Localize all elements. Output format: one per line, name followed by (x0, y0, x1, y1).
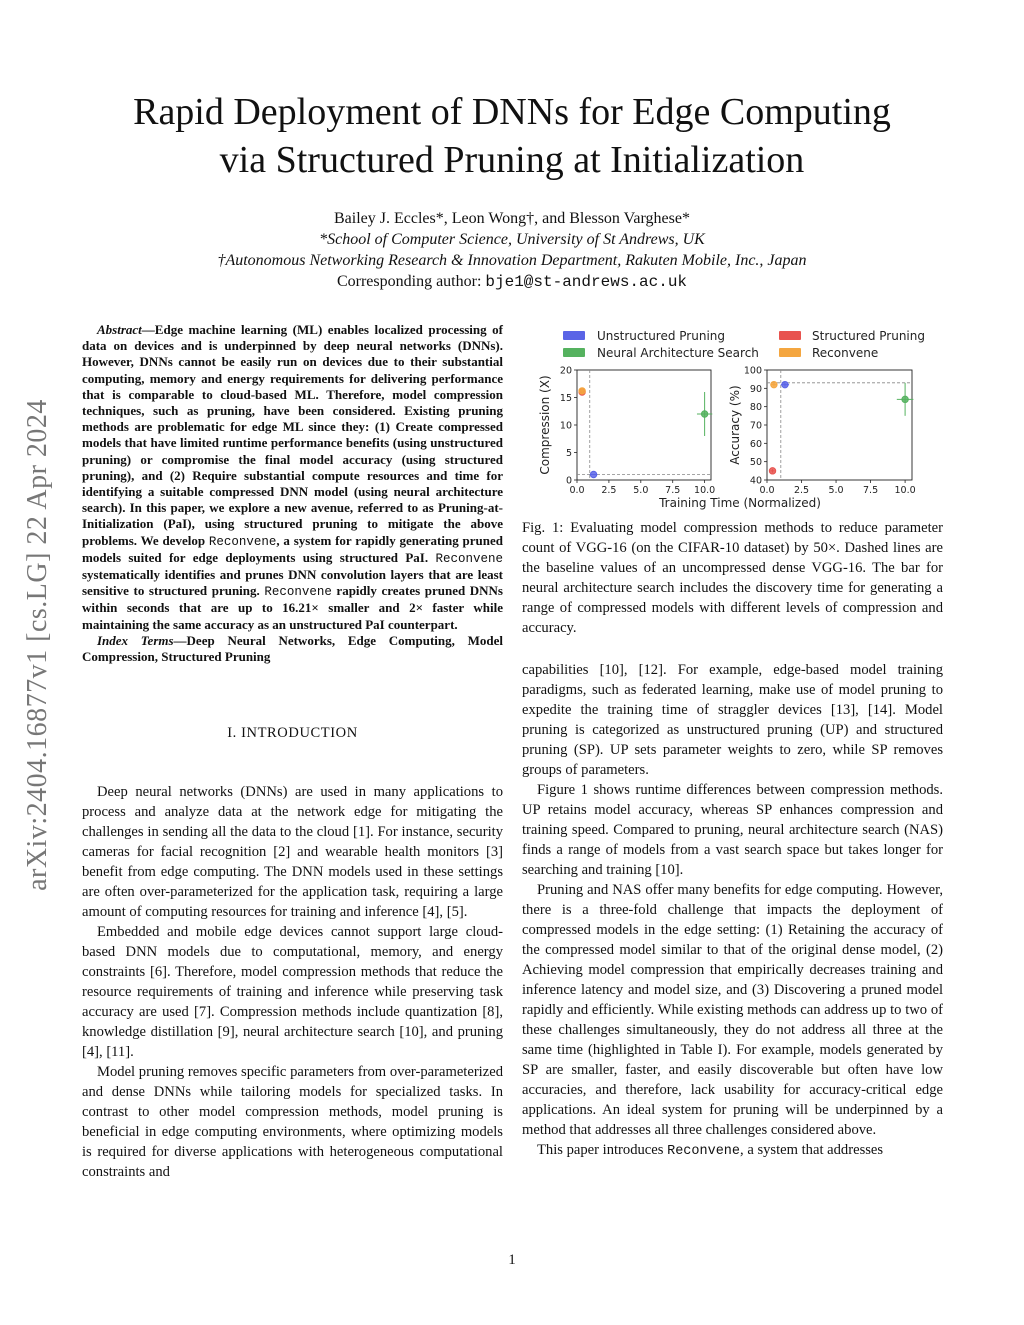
y-tick-label: 20 (559, 365, 572, 377)
x-tick-label: 0.0 (759, 485, 775, 496)
right-column-body (522, 660, 943, 1162)
system-name: Reconvene (435, 551, 503, 566)
y-tick-label: 80 (749, 402, 762, 414)
y-axis-label: Accuracy (%) (728, 385, 742, 465)
legend (563, 329, 925, 360)
y-tick-label: 60 (749, 438, 762, 450)
x-tick-label: 5.0 (633, 485, 649, 496)
x-axis-label: Training Time (Normalized) (659, 496, 821, 510)
figure-1 (535, 322, 945, 514)
y-tick-label: 100 (743, 365, 762, 377)
y-axis-label: Compression (X) (538, 375, 552, 475)
data-point (579, 388, 585, 394)
body-paragraph: Deep neural networks (DNNs) are used in many applications to process and analyze data at the network edge for mitigating the challenges in sending all the data to the cloud [1]. For instance, security cameras for facial recognition [2] and wearable health monitors [3] benefit from edge computing. The DNN models used in these settings are often over-parameterized for the application task, requiring a large amount of computing resources for training and inference [4], [5]. (82, 784, 503, 920)
affiliation-1: *School of Computer Science, University of St Andrews, UK (319, 231, 705, 248)
arxiv-id: arXiv:2404.16877v1 [cs.LG] 22 Apr 2024 (22, 399, 53, 891)
title-line-1: Rapid Deployment of DNNs for Edge Computing (133, 91, 891, 133)
system-name: Reconvene (208, 534, 277, 549)
page-number: 1 (508, 1252, 516, 1268)
data-point (590, 471, 596, 477)
left-column-body (82, 782, 503, 1182)
x-tick-label: 10.0 (694, 485, 716, 496)
last-para-pre: This paper introduces (537, 1142, 668, 1158)
data-point (782, 381, 788, 387)
affiliation-2: †Autonomous Networking Research & Innovation Department, Rakuten Mobile, Inc., Japan (217, 252, 807, 269)
index-terms-text: —Deep Neural Networks, Edge Computing, Model Compression, Structured Pruning (82, 632, 503, 665)
legend-label-reconvene: Reconvene (812, 346, 879, 360)
y-tick-label: 15 (559, 393, 572, 404)
x-tick-label: 7.5 (863, 485, 879, 496)
author-email[interactable]: bje1@st-andrews.ac.uk (485, 273, 688, 291)
body-paragraph: capabilities [10], [12]. For example, edge-based model training paradigms, such as federated learning, make use of model pruning to expedite the training time of straggler devices [13], [14]. Model pruning is categorized as unstructured pruning (UP) and structured pruning (SP). UP sets parameter weights to zero, while SP removes groups of parameters. (522, 662, 943, 778)
data-point (771, 381, 777, 387)
y-tick-label: 5 (565, 448, 572, 459)
compression-plot (538, 366, 715, 497)
legend-swatch-unstructured (563, 331, 585, 340)
body-paragraph: Figure 1 shows runtime differences between compression methods. UP retains model accuracy, whereas SP enhances compression and training speed. Compared to pruning, neural architecture search (NAS) finds a range of models from a vast search space but takes longer for searching and training [10]. (522, 782, 943, 878)
x-tick-label: 2.5 (793, 485, 810, 496)
x-tick-label: 7.5 (665, 485, 681, 496)
data-point (769, 468, 775, 474)
author-block (0, 208, 1024, 293)
legend-swatch-structured (779, 331, 801, 340)
abstract-paragraph (82, 322, 503, 633)
abstract-text-3: systematically identifies and prunes DNN convolution layers that are least sensitive to structured pruning. (82, 567, 503, 599)
index-terms-label: Index Terms (97, 632, 174, 648)
abstract-text-2: , a system for rapidly generating pruned models suited for edge deployments using structured PaI. (82, 532, 503, 565)
y-tick-label: 0 (565, 475, 572, 487)
abstract (82, 322, 503, 665)
y-tick-label: 50 (749, 457, 762, 469)
corresponding-author (0, 271, 1024, 293)
corresponding-label: Corresponding author: (336, 273, 486, 290)
legend-label-nas: Neural Architecture Search (597, 346, 759, 360)
author-names: Bailey J. Eccles*, Leon Wong†, and Blesson Varghese* (334, 210, 690, 227)
abstract-label: Abstract (97, 322, 142, 337)
abstract-text-1: —Edge machine learning (ML) enables localized processing of data on devices and is underpinned by deep neural networks (DNNs). However, DNNs cannot be easily run on devices due to their substantial computing, memory and energy requirements for delivering performance that is comparable to cloud-based ML. Therefore, model compression techniques, such as pruning, have been considered. Existing pruning methods are problematic for edge ML since they: (1) Create compressed models that have limited runtime performance benefits (using unstructured pruning) or compromise the final model accuracy (using structured pruning), and (2) Require substantial compute resources and time for identifying a suitable compressed DNN model (using neural architecture search). In this paper, we explore a new avenue, referred to as Pruning-at-Initialization (PaI), using structured pruning to mitigate the above problems. We develop (82, 322, 503, 548)
abstract-text-4: rapidly creates pruned DNNs within seconds that are up to 16.21× smaller and 2× faster while maintaining the same accuracy as an unstructured PaI counterpart. (82, 583, 503, 632)
figure-caption: Fig. 1: Evaluating model compression methods to reduce parameter count of VGG-16 (on the CIFAR-10 dataset) by 50×. Dashed lines are the baseline values of an uncompressed dense VGG-16. The bar for neural architecture search includes the discovery time for generating a range of compressed models with different levels of compression and accuracy. (522, 520, 943, 636)
system-name: Reconvene (667, 1144, 741, 1159)
legend-swatch-nas (563, 348, 585, 357)
y-tick-label: 40 (749, 475, 762, 487)
legend-label-unstructured: Unstructured Pruning (597, 329, 726, 343)
plot-frame (577, 370, 711, 480)
plot-frame (767, 370, 912, 480)
body-paragraph: Embedded and mobile edge devices cannot support large cloud-based DNN models due to computational, memory, and energy constraints [6]. Therefore, model compression methods that reduce the resource requirements of training and inference while preserving task accuracy are used [7]. Compression methods include quantization [8], knowledge distillation [9], neural architecture search [10], and pruning [4], [11]. (82, 924, 503, 1060)
data-point (902, 396, 908, 402)
legend-label-structured: Structured Pruning (812, 329, 925, 343)
y-tick-label: 90 (749, 383, 762, 395)
section-heading: I. INTRODUCTION (227, 725, 358, 741)
body-paragraph (522, 1140, 943, 1162)
body-paragraph: Pruning and NAS offer many benefits for edge computing. However, there is a three-fold challenge that impacts the deployment of compressed models in the edge setting: (1) Retaining the accuracy of the compressed model similar to that of the original dense model, (2) Achieving model compression that empirically decreases training and inference latency and model size, and (3) Discovering a pruned model rapidly and efficiently. While existing methods can address up to two of these challenges simultaneously, they do not address all three at the same time (highlighted in Table I). For example, models generated by SP are smaller, faster, and easily discoverable but often have low accuracies, and therefore, lack usability for accuracy-critical edge applications. An ideal system for pruning will be underpinned by a method that addresses all three challenges considered above. (522, 882, 943, 1138)
arxiv-stamp (18, 350, 58, 940)
x-tick-label: 2.5 (601, 485, 617, 496)
y-tick-label: 70 (749, 420, 762, 432)
y-tick-label: 10 (559, 420, 572, 432)
legend-swatch-reconvene (779, 348, 801, 357)
accuracy-plot (728, 366, 916, 497)
x-tick-label: 10.0 (894, 485, 916, 496)
data-point (701, 411, 707, 417)
index-terms (82, 633, 503, 665)
last-para-post: , a system that addresses (740, 1142, 884, 1158)
title-line-2: via Structured Pruning at Initialization (219, 139, 805, 181)
body-paragraph: Model pruning removes specific parameters from over-parameterized and dense DNNs while tailoring models for specialized tasks. In contrast to other model compression methods, model pruning is beneficial in edge computing environments, where optimizing models is required for diverse applications with heterogeneous computational constraints and (82, 1064, 503, 1180)
x-tick-label: 5.0 (828, 485, 844, 496)
system-name: Reconvene (264, 585, 332, 600)
paper-title (0, 88, 1024, 184)
x-tick-label: 0.0 (569, 485, 585, 496)
